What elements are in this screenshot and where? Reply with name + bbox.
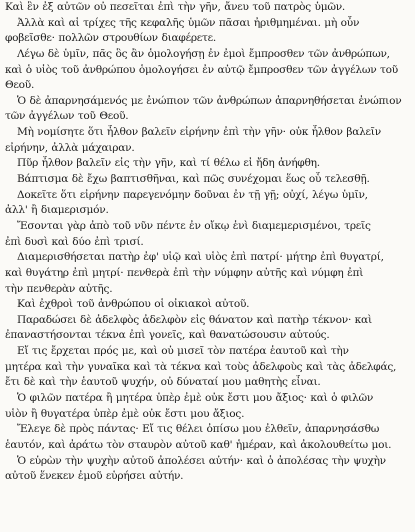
text-line: ἔτι δὲ καὶ τὴν ἑαυτοῦ ψυχήν, οὐ δύναταί μου μαθητὴς εἶναι. (5, 376, 321, 389)
text-line: Ἔλεγε δὲ πρὸς πάντας· Εἴ τις θέλει ὀπίσω μου ἐλθεῖν, ἀπαρνησάσθω (17, 423, 380, 436)
text-line: Ὁ φιλῶν πατέρα ἢ μητέρα ὑπὲρ ἐμὲ οὐκ ἔστι μου ἄξιος· καὶ ὁ φιλῶν (17, 392, 374, 405)
text-line: ἐπαναστήσονται τέκνα ἐπὶ γονεῖς, καὶ θανατώσουσιν αὐτούς. (5, 329, 330, 342)
text-line: Μὴ νομίσητε ὅτι ἦλθον βαλεῖν εἰρήνην ἐπὶ τὴν γῆν· οὐκ ἦλθον βαλεῖν (17, 126, 381, 139)
text-line: Πῦρ ἦλθον βαλεῖν εἰς τὴν γῆν, καὶ τί θέλω εἰ ἤδη ἀνήφθη. (17, 157, 320, 170)
text-line: μητέρα καὶ τὴν γυναῖκα καὶ τὰ τέκνα καὶ τοὺς ἀδελφοὺς καὶ τὰς ἀδελφάς, (5, 360, 397, 373)
text-line: ἐπὶ δυσὶ καὶ δύο ἐπὶ τρισί. (5, 235, 144, 248)
text-line: Εἴ τις ἔρχεται πρός με, καὶ οὐ μισεῖ τὸν πατέρα ἑαυτοῦ καὶ τὴν (17, 345, 349, 358)
text-line: Βάπτισμα δὲ ἔχω βαπτισθῆναι, καὶ πῶς συνέχομαι ἕως οὗ τελεσθῇ. (17, 173, 370, 186)
text-line: ἀλλ' ἢ διαμερισμόν. (5, 204, 109, 217)
text-line: Καὶ ἓν ἐξ αὐτῶν οὐ πεσεῖται ἐπὶ τὴν γῆν, ἄνευ τοῦ πατρὸς ὑμῶν. (5, 1, 346, 13)
text-line: Παραδώσει δὲ ἀδελφὸς ἀδελφὸν εἰς θάνατον καὶ πατὴρ τέκνον· καὶ (17, 313, 372, 326)
text-line: Ἔσονται γὰρ ἀπὸ τοῦ νῦν πέντε ἐν οἴκῳ ἑνὶ διαμεμερισμένοι, τρεῖς (17, 219, 371, 232)
text-line: Δοκεῖτε ὅτι εἰρήνην παρεγενόμην δοῦναι ἐν τῇ γῇ; οὐχί, λέγω ὑμῖν, (17, 188, 368, 201)
text-line: τὴν πενθερὰν αὐτῆς. (5, 282, 113, 295)
text-line: αὐτοῦ ἕνεκεν ἐμοῦ εὑρήσει αὐτήν. (5, 470, 184, 483)
text-line: καὶ θυγάτηρ ἐπὶ μητρί· πενθερὰ ἐπὶ τὴν νύμφην αὐτῆς καὶ νύμφη ἐπὶ (5, 266, 364, 279)
text-line: καὶ ὁ υἱὸς τοῦ ἀνθρώπου ὁμολογήσει ἐν αὐτῷ ἔμπροσθεν τῶν ἀγγέλων τοῦ (5, 63, 398, 76)
text-line: Διαμερισθήσεται πατὴρ ἐφ' υἱῷ καὶ υἱὸς ἐπὶ πατρί· μήτηρ ἐπὶ θυγατρί, (17, 251, 384, 264)
text-line: ἑαυτόν, καὶ ἀράτω τὸν σταυρὸν αὐτοῦ καθ' ἡμέραν, καὶ ἀκολουθείτω μοι. (5, 438, 392, 451)
text-line: υἱὸν ἢ θυγατέρα ὑπὲρ ἐμὲ οὐκ ἔστι μου ἄξιος. (5, 407, 245, 420)
text-line: φοβεῖσθε· πολλῶν στρουθίων διαφέρετε. (5, 32, 216, 45)
text-line: εἰρήνην, ἀλλὰ μάχαιραν. (5, 141, 135, 154)
text-line: Ὁ εὑρὼν τὴν ψυχὴν αὐτοῦ ἀπολέσει αὐτήν· καὶ ὁ ἀπολέσας τὴν ψυχὴν (17, 454, 386, 467)
text-line: Λέγω δὲ ὑμῖν, πᾶς ὃς ἂν ὁμολογήσῃ ἐν ἐμοὶ ἔμπροσθεν τῶν ἀνθρώπων, (17, 47, 390, 60)
text-line: Θεοῦ. (5, 79, 35, 92)
text-line: τῶν ἀγγέλων τοῦ Θεοῦ. (5, 110, 129, 123)
text-line: Ἀλλὰ καὶ αἱ τρίχες τῆς κεφαλῆς ὑμῶν πᾶσαι ἠριθμημέναι. μὴ οὖν (17, 16, 360, 29)
text-line: Ὁ δὲ ἀπαρνησάμενός με ἐνώπιον τῶν ἀνθρώπων ἀπαρνηθήσεται ἐνώπιον (17, 94, 402, 107)
text-line: Καὶ ἐχθροὶ τοῦ ἀνθρώπου οἱ οἰκιακοὶ αὐτοῦ. (17, 298, 250, 311)
